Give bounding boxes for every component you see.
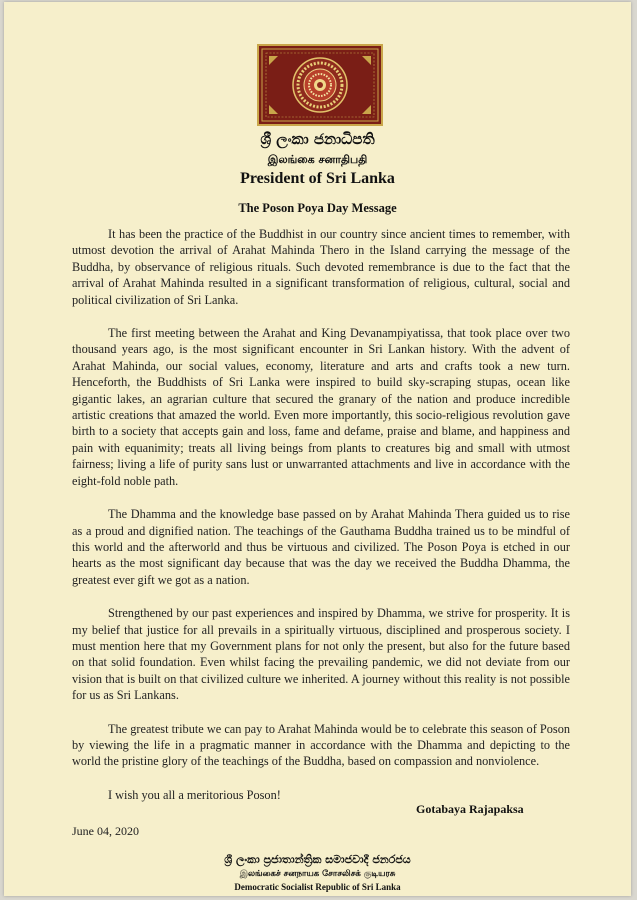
footer-republic-tamil: இலங்கைச் சனநாயக சோசலிசக் குடியரசு	[239, 869, 396, 879]
closing-wish: I wish you all a meritorious Poson!	[108, 787, 281, 802]
footer-republic-sinhala: ශ්‍රී ලංකා ප්‍රජාතාන්ත්‍රික සමාජවාදී ජනරජය	[224, 853, 411, 866]
presidential-emblem-icon	[257, 44, 383, 126]
header-title-sinhala: ශ්‍රී ලංකා ජනාධිපති	[260, 130, 375, 148]
footer-republic-english: Democratic Socialist Republic of Sri Lanka	[234, 882, 401, 892]
signature-name: Gotabaya Rajapaksa	[416, 802, 524, 816]
header-title-english: President of Sri Lanka	[240, 170, 395, 187]
message-paragraph: The first meeting between the Arahat and King Devanampiyatissa, that took place over two thousand years ago, is the most significant encounter in Sri Lankan history. With the advent of Arahat Mahinda, our social values, economy, literature and arts and crafts took a new turn. Henceforth, the Buddhists of Sri Lanka were inspired to build sky-scraping stupas, ocean like gigantic lakes, an agrarian culture that secured the granary of the nation and produce incredible artistic creations that amazed the world. Even more importantly, this socio-religious revolution gave birth to a society that accepts gain and loss, fame and defame, praise and blame, and happiness and pain with equanimity; treats all living beings from plants to creatures big and small with utmost fairness; living a life of purity sans lust or unwarranted attachments and live in accordance with the eight-fold noble path.	[72, 326, 570, 488]
message-paragraph: Strengthened by our past experiences and inspired by Dhamma, we strive for prosperity. It is my belief that justice for all prevails in a spiritually virtuous, disciplined and prosperous society. I must mention here that my Government plans for not only the present, but also for the future based on that solid foundation. Even whilst facing the prevailing pandemic, we did not deviate from our vision that is built on that civilized culture we inherited. A journey without this reality is not possible for us as Sri Lankans.	[72, 606, 570, 703]
message-body	[72, 226, 570, 820]
message-paragraph: The greatest tribute we can pay to Arahat Mahinda would be to celebrate this season of Poson by viewing the life in a pragmatic manner in accordance with the Dhamma and depicting to the world the pristine glory of the teachings of the Buddha, based on compassion and nonviolence.	[72, 721, 570, 769]
header-title-tamil: இலங்கை சனாதிபதி	[267, 153, 368, 166]
message-paragraph: The Dhamma and the knowledge base passed on by Arahat Mahinda Thera guided us to rise as a proud and dignified nation. The teachings of the Gauthama Buddha trained us to be mindful of this world and the afterworld and thus be virtuous and civilized. The Poson Poya is etched in our hearts as the most significant day because that was the day we received the Buddha Dhamma, the greatest ever gift we got as a nation.	[72, 507, 570, 587]
letter-page	[4, 2, 631, 896]
message-date: June 04, 2020	[72, 824, 139, 838]
message-title: The Poson Poya Day Message	[238, 201, 397, 215]
message-paragraph: It has been the practice of the Buddhist in our country since ancient times to remember, with utmost devotion the arrival of Arahat Mahinda Thero in the Island carrying the message of the Buddha, by observance of religious rituals. Such devoted remembrance is due to the fact that the arrival of Arahat Mahinda resulted in a significant transformation of religious, cultural, social and political civilization of Sri Lanka.	[72, 227, 570, 307]
